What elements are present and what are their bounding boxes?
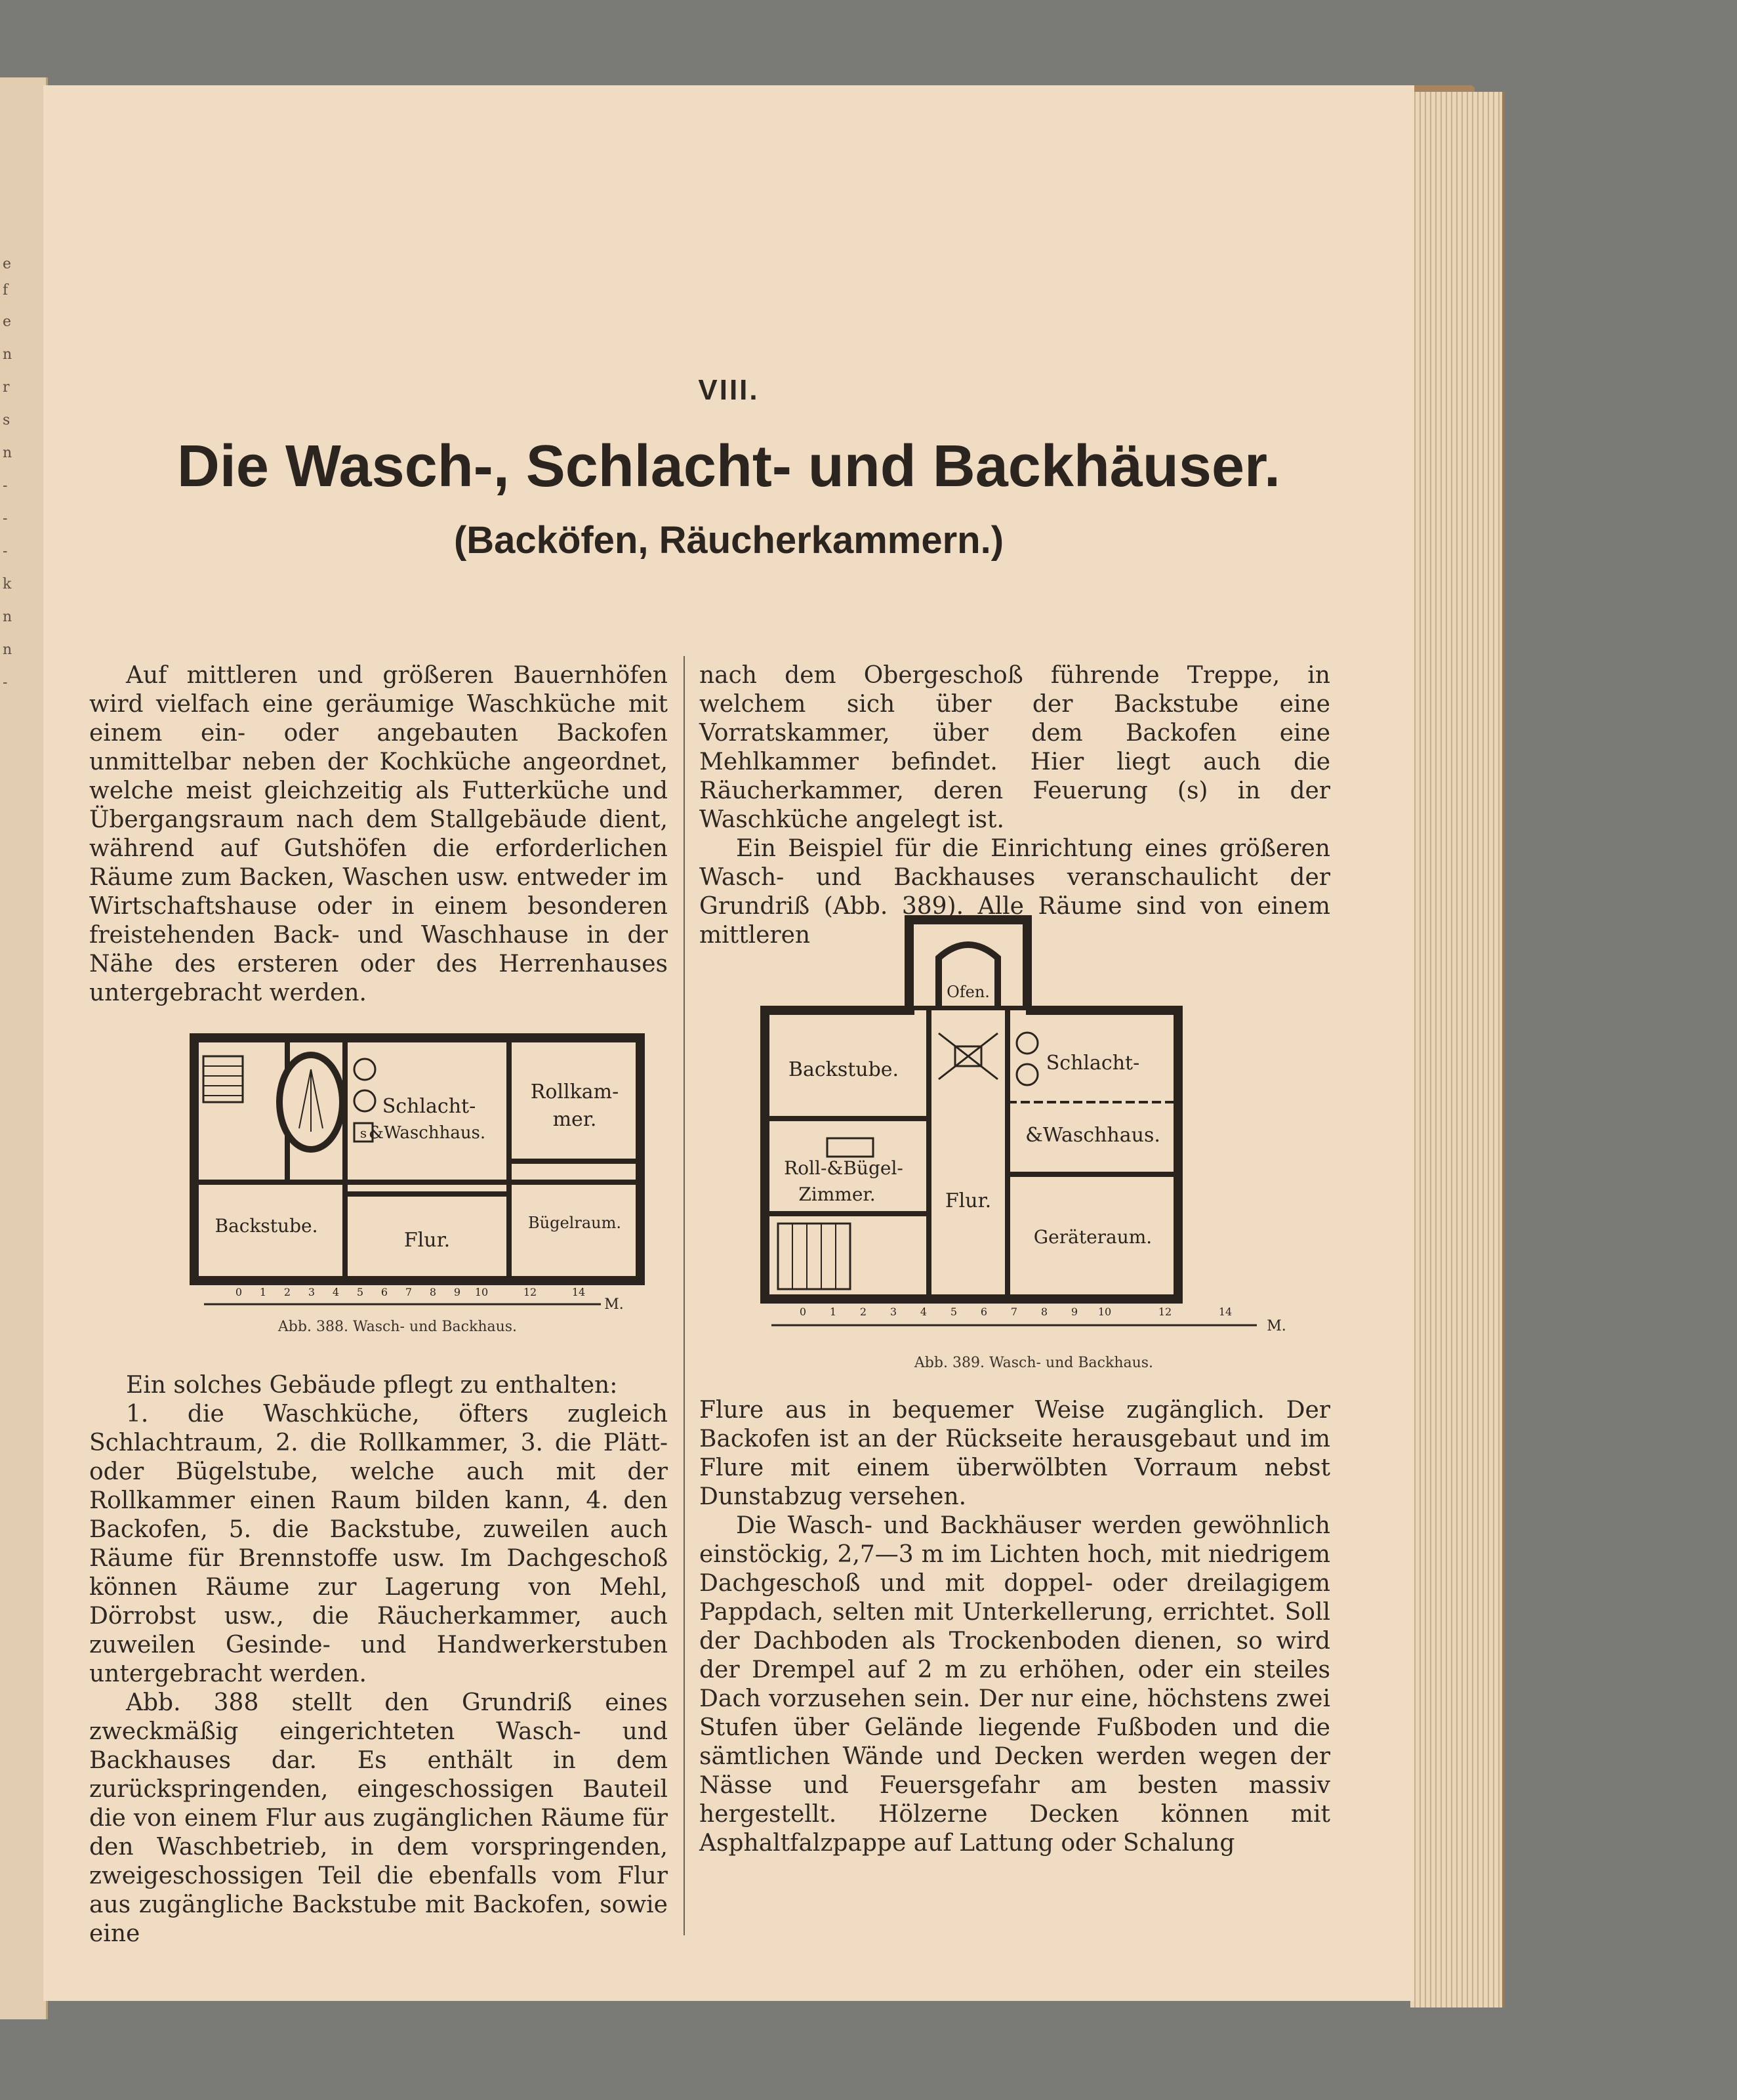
scale-label: 10	[1097, 1306, 1112, 1318]
scale-label: 2	[283, 1286, 291, 1298]
scale-label: 5	[356, 1286, 364, 1298]
paragraph-intro: Auf mittleren und größeren Bauernhöfen wird vielfach eine geräumige Waschküche mit einem ein- oder angebauten Backofen unmittelbar neben der Kochküche angeordnet, welche meist gleichzeitig als Futterküche und Übergangsraum nach dem Stallgebäude dient, während auf Gutshöfen die erforderlichen Räume zum Backen, Waschen usw. entweder im Wirtschaftshause oder in einem besonderen freistehenden Back- und Waschhause in der Nähe des ersteren oder des Herrenhauses untergebracht werden.	[89, 662, 668, 1006]
page-edges	[1410, 92, 1505, 2007]
scale-label: 3	[308, 1286, 316, 1298]
scale-label: 6	[380, 1286, 388, 1298]
label-zimmer: Zimmer.	[798, 1184, 876, 1205]
edge-letter: e	[3, 256, 12, 272]
scale-label: 4	[332, 1286, 340, 1298]
left-column-bottom	[89, 1371, 668, 1948]
scale-label: 0	[235, 1286, 243, 1298]
chapter-title: Die Wasch-, Schlacht- und Backhäuser.	[176, 434, 1281, 499]
edge-letter: -	[3, 478, 8, 494]
edge-letter: f	[3, 282, 9, 299]
scale-label: 6	[980, 1306, 988, 1318]
floor-plan-388	[142, 1030, 653, 1338]
label-waschhaus: &Waschhaus.	[1025, 1124, 1160, 1147]
edge-letter: n	[3, 642, 12, 658]
label-waschhaus: &Waschhaus.	[368, 1123, 486, 1143]
edge-letter: r	[3, 379, 10, 396]
right-column-top	[699, 661, 1330, 950]
label-backstube: Backstube.	[788, 1058, 899, 1081]
scale-label: 1	[829, 1306, 837, 1318]
edge-letter: n	[3, 346, 12, 363]
scale-label: 3	[889, 1306, 897, 1318]
scale-label: 5	[950, 1306, 958, 1318]
paragraph-example: Ein Beispiel für die Einrichtung eines größeren Wasch- und Backhauses veranschaulicht der Grundriß (Abb. 389). Alle Räume sind von einem mittleren	[699, 835, 1330, 949]
scale-label: 9	[1071, 1306, 1078, 1318]
scale-label: 2	[859, 1306, 867, 1318]
scale-label: 4	[920, 1306, 928, 1318]
paragraph-construction: Die Wasch- und Backhäuser werden gewöhnlich einstöckig, 2,7—3 m im Lichten hoch, mit niedrigem Dachgeschoß und mit doppel- oder dreilagigem Pappdach, selten mit Unterkellerung, errichtet. Soll der Dachboden als Trockenboden dienen, so wird der Drempel auf 2 m zu erhöhen, oder ein steiles Dach vorzusehen sein. Der nur eine, höchstens zwei Stufen über Gelände liegende Fußboden und die sämtlichen Wände und Decken werden wegen der Nässe und Feuersgefahr am besten massiv hergestellt. Hölzerne Decken können mit Asphaltfalzpappe auf Lattung oder Schalung	[699, 1512, 1330, 1857]
right-column-bottom	[699, 1396, 1330, 1858]
chapter-number: VIII.	[698, 374, 760, 406]
label-schlacht: Schlacht-	[382, 1095, 476, 1118]
label-ofen: Ofen.	[947, 983, 990, 1001]
edge-letter: n	[3, 609, 12, 625]
scale-label: 14	[571, 1286, 586, 1298]
scale-label: 14	[1218, 1306, 1233, 1318]
edge-letter: -	[3, 510, 8, 527]
previous-page-edge	[0, 77, 48, 2019]
scale-label: 8	[1040, 1306, 1048, 1318]
label-buegelraum: Bügelraum.	[528, 1214, 621, 1232]
edge-letter: -	[3, 543, 8, 560]
label-roll-buegel: Roll-&Bügel-	[784, 1157, 903, 1179]
scale-label: 10	[474, 1286, 489, 1298]
scale-label: 1	[259, 1286, 267, 1298]
edge-letter: k	[3, 576, 12, 592]
edge-letter: n	[3, 445, 12, 461]
label-geraeteraum: Geräteraum.	[1033, 1226, 1153, 1248]
label-mer: mer.	[552, 1108, 597, 1131]
paragraph-list: 1. die Waschküche, öfters zugleich Schlachtraum, 2. die Rollkammer, 3. die Plätt- oder Bügelstube, welche auch mit der Rollkammer einen Raum bilden kann, 4. den Backofen, 5. die Backstube, zuweilen auch Räume für Brennstoffe usw. Im Dachgeschoß können Räume zur Lagerung von Mehl, Dörrobst usw., die Räucherkammer, auch zuweilen Gesinde- und Handwerkerstuben untergebracht werden.	[89, 1401, 668, 1687]
scale-label: 0	[799, 1306, 807, 1318]
figure-389-caption: Abb. 389. Wasch- und Backhaus.	[914, 1355, 1154, 1371]
column-divider	[684, 656, 685, 1935]
paragraph-list-intro: Ein solches Gebäude pflegt zu enthalten:	[126, 1372, 618, 1399]
paragraph-after-figure: Flure aus in bequemer Weise zugänglich. Der Backofen ist an der Rückseite herausgebaut und im Flure mit einem überwölbten Vorraum nebst Dunstabzug versehen.	[699, 1397, 1330, 1510]
book-page	[43, 85, 1414, 2001]
paragraph-continuation: nach dem Obergeschoß führende Treppe, in welchem sich über der Backstube eine Vorratskammer, über dem Backofen eine Mehlkammer befindet. Hier liegt auch die Räucherkammer, deren Feuerung (s) in der Waschküche angelegt ist.	[699, 662, 1330, 833]
label-flur: Flur.	[945, 1189, 992, 1212]
scale-label: 12	[523, 1286, 537, 1298]
label-flur: Flur.	[403, 1229, 451, 1252]
floor-plan-389	[752, 912, 1316, 1358]
chapter-subtitle: (Backöfen, Räucherkammern.)	[453, 519, 1004, 562]
figure-388-caption: Abb. 388. Wasch- und Backhaus.	[277, 1319, 518, 1335]
scale-label: 8	[429, 1286, 437, 1298]
scale-label: 7	[1010, 1306, 1018, 1318]
scale-label: 12	[1158, 1306, 1172, 1318]
label-rollkam: Rollkam-	[530, 1081, 619, 1103]
label-backstube: Backstube.	[215, 1215, 318, 1237]
left-column-intro	[89, 661, 668, 1008]
figure-389	[752, 912, 1316, 1358]
label-schlacht: Schlacht-	[1046, 1052, 1140, 1075]
edge-letter: e	[3, 314, 12, 330]
paragraph-abb388: Abb. 388 stellt den Grundriß eines zweckmäßig eingerichteten Wasch- und Backhauses dar. Es enthält in dem zurückspringenden, eingeschossigen Bauteil die von einem Flur aus zugänglichen Räume für den Waschbetrieb, in dem vorspringenden, zweigeschossigen Teil die ebenfalls vom Flur aus zugängliche Backstube mit Backofen, sowie eine	[89, 1689, 668, 1947]
figure-388	[142, 1030, 653, 1338]
label-s: s	[359, 1125, 367, 1141]
scale-label: 9	[453, 1286, 461, 1298]
edge-letter: -	[3, 674, 8, 691]
scale-unit: M.	[604, 1296, 624, 1313]
edge-letter: s	[3, 412, 10, 428]
scale-unit: M.	[1267, 1318, 1286, 1334]
scale-label: 7	[405, 1286, 413, 1298]
